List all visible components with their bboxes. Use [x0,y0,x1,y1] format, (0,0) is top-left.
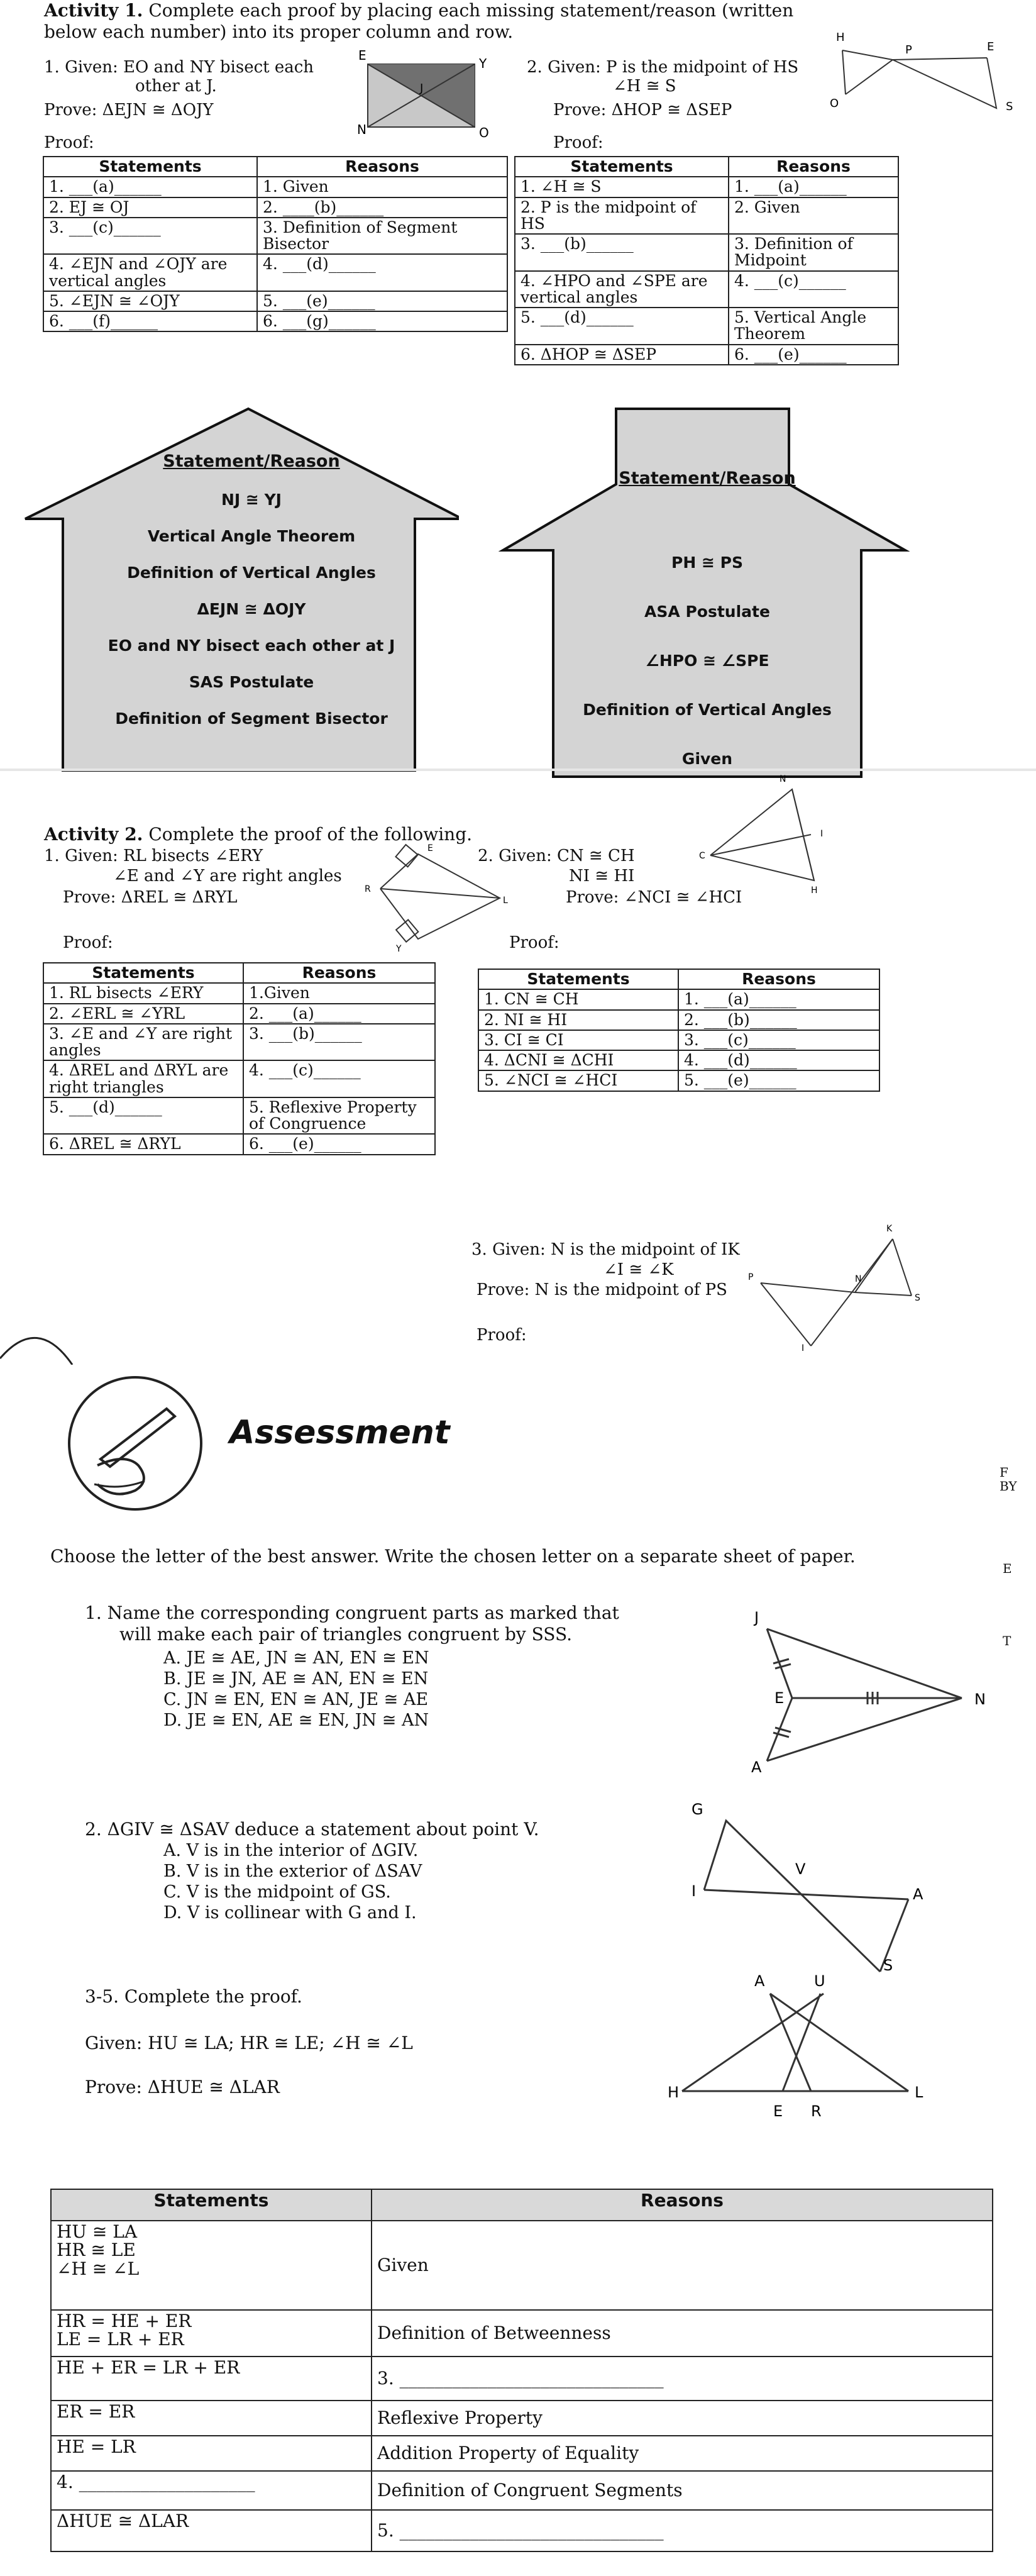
statement-line: 4. ____________________ [57,2472,255,2492]
header-statements: Statements [515,157,729,177]
q3-label-u: U [814,1972,825,1990]
a1p1-label-j: J [420,82,424,95]
table-row [51,2310,993,2357]
a2p3-given: 3. Given: N is the midpoint of IK [471,1240,740,1259]
q3-figure [660,1968,974,2126]
activity1-instruction-line1: Complete each proof by placing each missing statement/reason (written [148,0,794,21]
a2p3-label-n: N [855,1274,862,1284]
q3-label-e: E [773,2102,783,2120]
statement-cell: 3. ∠E and ∠Y are right angles [43,1024,243,1061]
a2p3-given2: ∠I ≅ ∠K [603,1260,674,1279]
a2p2-prove: Prove: ∠NCI ≅ ∠HCI [566,888,742,907]
reason-cell: 6. ___(e)______ [729,345,898,365]
q3-prove: Prove: ΔHUE ≅ ΔLAR [85,2077,280,2097]
section-divider [0,769,1036,771]
header-reasons: Reasons [729,157,898,177]
statement-cell: 5. ___(d)______ [515,308,729,345]
q1-figure [736,1604,1031,1780]
statement-cell: 4. ΔREL and ΔRYL are right triangles [43,1060,243,1097]
statement-cell: 3. ___(c)______ [43,218,257,255]
answer-option[interactable]: B. JE ≅ JN, AE ≅ AN, EN ≅ EN [163,1669,429,1689]
a2p2-label-i: I [820,829,824,839]
side-label-f: F [1000,1465,1008,1480]
statement-line: HR ≅ LE [57,2240,136,2261]
q2-label-v: V [795,1860,806,1878]
statement-reason-option: Definition of Vertical Angles [583,701,832,719]
table-row [478,989,879,1009]
reason-cell: Definition of Betweenness [372,2310,993,2357]
statement-reason-option: Given [681,750,733,768]
statement-cell: 1. CN ≅ CH [478,989,678,1009]
reason-cell: 3. ___(c)______ [678,1030,879,1050]
table-row [43,291,507,311]
table-row [515,271,898,308]
statement-reason-option: PH ≅ PS [671,553,743,572]
answer-option[interactable]: C. V is the midpoint of GS. [163,1882,391,1902]
table-row [43,1004,435,1024]
statement-cell: 6. ΔREL ≅ ΔRYL [43,1134,243,1154]
table-row [515,308,898,345]
q3-label-l: L [915,2084,923,2101]
header-reasons: Reasons [678,969,879,989]
a2p3-label-p: P [748,1272,754,1282]
reason-cell: 3. Definition of Midpoint [729,234,898,271]
q2-label-g: G [692,1801,703,1818]
house2-title: Statement/Reason [619,469,796,488]
q3-stem: 3-5. Complete the proof. [85,1986,302,2007]
a1p1-label-y: Y [479,56,487,71]
statement-cell: 2. P is the midpoint of HS [515,197,729,235]
a2p3-proof-label: Proof: [477,1326,527,1345]
reason-cell: 4. ___(d)______ [678,1050,879,1070]
reason-cell: 6. ___(g)______ [257,311,507,331]
statement-cell: 2. EJ ≅ OJ [43,197,257,218]
a2p1-label-y: Y [396,944,402,954]
reason-cell: 2. ____(b)______ [257,197,507,218]
answer-option[interactable]: B. V is in the exterior of ΔSAV [163,1862,422,1881]
reason-cell: 2. ___(a)______ [243,1004,435,1024]
reason-cell: Addition Property of Equality [372,2436,993,2471]
q1-label-j: J [754,1609,759,1626]
q3-proof-table [50,2189,993,2552]
table-row [51,2357,993,2401]
a2p1-proof-label: Proof: [63,933,113,952]
reason-cell: 2. ___(b)______ [678,1010,879,1030]
statement-cell: 1. RL bisects ∠ERY [43,983,243,1003]
reason-cell: 5. Vertical Angle Theorem [729,308,898,345]
q2-options [163,1840,422,1923]
statement-line: HE + ER = LR + ER [57,2357,240,2378]
statement-cell [51,2471,372,2510]
table-row [478,1050,879,1070]
statement-reason-option: ΔEJN ≅ ΔOJY [197,600,306,618]
table-row [478,1030,879,1050]
q2-label-a: A [913,1885,923,1903]
statement-reason-option: EO and NY bisect each other at J [107,636,395,655]
table-row [51,2436,993,2471]
a2p2-figure [698,770,836,896]
header-statements: Statements [478,969,678,989]
table-row [43,218,507,255]
a1p2-proof-label: Proof: [553,133,603,152]
side-label-by: BY [1000,1479,1017,1494]
a2p2-label-c: C [699,851,705,861]
assessment-title: Assessment [229,1414,450,1452]
assessment-instruction: Choose the letter of the best answer. Write the chosen letter on a separate sheet of paper. [50,1546,856,1567]
q1-label-a: A [751,1758,762,1776]
statement-line: HR = HE + ER [57,2311,192,2331]
a1p2-given: 2. Given: P is the midpoint of HS [527,58,799,77]
a2p2-label-n: N [780,774,786,784]
a1p1-figure [339,50,503,145]
a2p1-label-r: R [365,884,371,894]
table-row [51,2221,993,2310]
statement-cell: 4. ΔCNI ≅ ΔCHI [478,1050,678,1070]
table-row [43,1097,435,1135]
table-row [43,311,507,331]
reason-cell: Reflexive Property [372,2401,993,2436]
statement-reason-option: NJ ≅ YJ [221,491,282,509]
a2p1-proof-table [43,962,436,1155]
statement-line: HE = LR [57,2436,136,2457]
statement-cell: 2. ∠ERL ≅ ∠YRL [43,1004,243,1024]
reason-cell: 2. Given [729,197,898,235]
a2p1-given: 1. Given: RL bisects ∠ERY [44,847,263,865]
reason-cell: 1. Given [257,177,507,197]
statement-cell [51,2510,372,2551]
statement-cell: 5. ___(d)______ [43,1097,243,1135]
a2p3-prove: Prove: N is the midpoint of PS [477,1280,727,1299]
header-statements: Statements [43,157,257,177]
statement-cell: 1. ___(a)______ [43,177,257,197]
reason-cell: 5. ______________________________ [372,2510,993,2551]
statement-reason-option: Definition of Segment Bisector [115,709,388,728]
house1-items [63,491,440,755]
table-row [478,1010,879,1030]
statement-cell: 6. ___(f)______ [43,311,257,331]
statement-cell [51,2357,372,2401]
a1p1-given: 1. Given: EO and NY bisect each [44,58,314,77]
table-row [51,2401,993,2436]
q1-label-n: N [974,1690,986,1708]
statement-cell: 5. ∠EJN ≅ ∠OJY [43,291,257,311]
reason-cell: 5. ___(e)______ [678,1070,879,1091]
statement-line: LE = LR + ER [57,2329,184,2350]
header-statements: Statements [51,2189,372,2221]
statement-reason-option: Vertical Angle Theorem [147,527,356,545]
table-row [43,254,507,291]
table-row [43,177,507,197]
reason-cell: 3. ______________________________ [372,2357,993,2401]
q3-given: Given: HU ≅ LA; HR ≅ LE; ∠H ≅ ∠L [85,2033,413,2053]
side-label-e: E [1003,1561,1012,1576]
statement-cell: 4. ∠EJN and ∠OJY are vertical angles [43,254,257,291]
a1p2-label-e: E [987,40,995,53]
statement-reason-option: SAS Postulate [189,673,314,691]
a1p1-proof-label: Proof: [44,133,94,152]
a1p2-label-s: S [1006,100,1013,113]
statement-cell: 1. ∠H ≅ S [515,177,729,197]
table-row [43,1024,435,1061]
reason-cell: 4. ___(d)______ [257,254,507,291]
table-row [478,1070,879,1091]
a1p2-label-h: H [836,31,845,44]
a2p1-label-l: L [503,896,508,906]
reason-cell: 5. ___(e)______ [257,291,507,311]
reason-cell: Definition of Congruent Segments [372,2471,993,2510]
q3-label-h: H [668,2084,680,2101]
a2p1-label-e: E [427,843,433,853]
table-row [515,345,898,365]
table-row [515,197,898,235]
a2p3-label-s: S [915,1293,920,1303]
q1-label-e: E [774,1689,785,1707]
statement-cell [51,2310,372,2357]
header-reasons: Reasons [243,963,435,983]
reason-cell: 3. ___(b)______ [243,1024,435,1061]
a2p3-label-k: K [886,1224,893,1234]
table-row [43,983,435,1003]
table-row [51,2510,993,2551]
a1p2-prove: Prove: ΔHOP ≅ ΔSEP [553,101,732,119]
statement-cell: 6. ΔHOP ≅ ΔSEP [515,345,729,365]
table-row [43,1060,435,1097]
decorative-arc [0,1314,88,1365]
house2-items [553,553,861,768]
reason-cell: 4. ___(c)______ [243,1060,435,1097]
reason-cell: 3. Definition of Segment Bisector [257,218,507,255]
table-row [51,2471,993,2510]
statement-cell [51,2436,372,2471]
side-labels [1000,1465,1017,1493]
table-row [43,197,507,218]
a1p1-label-o: O [479,125,489,140]
pencil-hand-icon [63,1371,207,1516]
q1-line1: 1. Name the corresponding congruent parts as marked that [85,1602,619,1623]
reason-cell: 4. ___(c)______ [729,271,898,308]
statement-reason-option: Definition of Vertical Angles [127,564,376,582]
q2-label-s: S [883,1957,893,1974]
a1p1-proof-table [43,156,508,332]
answer-option[interactable]: C. JN ≅ EN, EN ≅ AN, JE ≅ AE [163,1690,429,1709]
reason-cell: 1. ___(a)______ [729,177,898,197]
q3-label-r: R [811,2102,822,2120]
a1p2-label-o: O [830,97,839,110]
statement-line: ΔHUE ≅ ΔLAR [57,2511,189,2531]
header-statements: Statements [43,963,243,983]
q2-label-i: I [692,1882,697,1900]
reason-cell: 6. ___(e)______ [243,1134,435,1154]
a2p1-prove: Prove: ΔREL ≅ ΔRYL [63,888,238,907]
a2p2-given2: NI ≅ HI [569,867,635,886]
activity2-instruction-text: Complete the proof of the following. [148,824,473,845]
a1p1-label-e: E [358,50,366,63]
a1p2-proof-table [514,156,899,365]
a2p3-figure [736,1220,930,1352]
table-row [43,1134,435,1154]
q2-stem: 2. ΔGIV ≅ ΔSAV deduce a statement about point V. [85,1819,539,1840]
q1-options [163,1648,429,1731]
table-row [515,234,898,271]
statement-line: ER = ER [57,2401,135,2422]
a1p1-label-n: N [357,122,366,137]
statement-cell: 5. ∠NCI ≅ ∠HCI [478,1070,678,1091]
house1-title: Statement/Reason [163,452,340,471]
statement-reason-option: ASA Postulate [644,602,770,621]
statement-cell [51,2401,372,2436]
a2p2-given: 2. Given: CN ≅ CH [478,847,635,865]
a1p2-figure [817,13,1025,113]
statement-cell: 4. ∠HPO and ∠SPE are vertical angles [515,271,729,308]
header-reasons: Reasons [372,2189,993,2221]
answer-option[interactable]: A. V is in the interior of ΔGIV. [163,1841,419,1860]
a2p3-label-i: I [802,1343,805,1352]
activity1-instruction [44,0,793,21]
activity2-heading: Activity 2. [44,824,143,845]
answer-option[interactable]: D. V is collinear with G and I. [163,1903,417,1923]
a1p1-prove: Prove: ΔEJN ≅ ΔOJY [44,101,214,119]
a2p2-proof-table [478,969,880,1092]
a2p2-proof-label: Proof: [509,933,559,952]
statement-cell: 3. CI ≅ CI [478,1030,678,1050]
a2p2-label-h: H [811,886,818,896]
activity1-instruction-line2: below each number) into its proper column and row. [44,21,514,42]
statement-line: HU ≅ LA [57,2221,138,2242]
answer-option[interactable]: D. JE ≅ EN, AE ≅ EN, JN ≅ AN [163,1711,429,1730]
statement-cell: 2. NI ≅ HI [478,1010,678,1030]
table-row [515,177,898,197]
a2p1-given2: ∠E and ∠Y are right angles [113,867,342,886]
q1-line2: will make each pair of triangles congruent by SSS. [119,1624,573,1645]
header-reasons: Reasons [257,157,507,177]
statement-line: ∠H ≅ ∠L [57,2258,140,2279]
a1p2-label-p: P [905,43,912,57]
reason-cell: 1. ___(a)______ [678,989,879,1009]
reason-cell: Given [372,2221,993,2310]
side-label-t: T [1003,1633,1011,1648]
activity1-heading: Activity 1. [44,0,143,21]
answer-option[interactable]: A. JE ≅ AE, JN ≅ AN, EN ≅ EN [163,1648,429,1668]
q2-figure [685,1796,968,1978]
statement-cell: 3. ___(b)______ [515,234,729,271]
q3-label-a: A [754,1972,765,1990]
statement-cell [51,2221,372,2310]
reason-cell: 1.Given [243,983,435,1003]
statement-reason-option: ∠HPO ≅ ∠SPE [645,652,769,670]
a1p2-given2: ∠H ≅ S [613,77,676,96]
reason-cell: 5. Reflexive Property of Congruence [243,1097,435,1135]
a1p1-given2: other at J. [135,77,217,96]
